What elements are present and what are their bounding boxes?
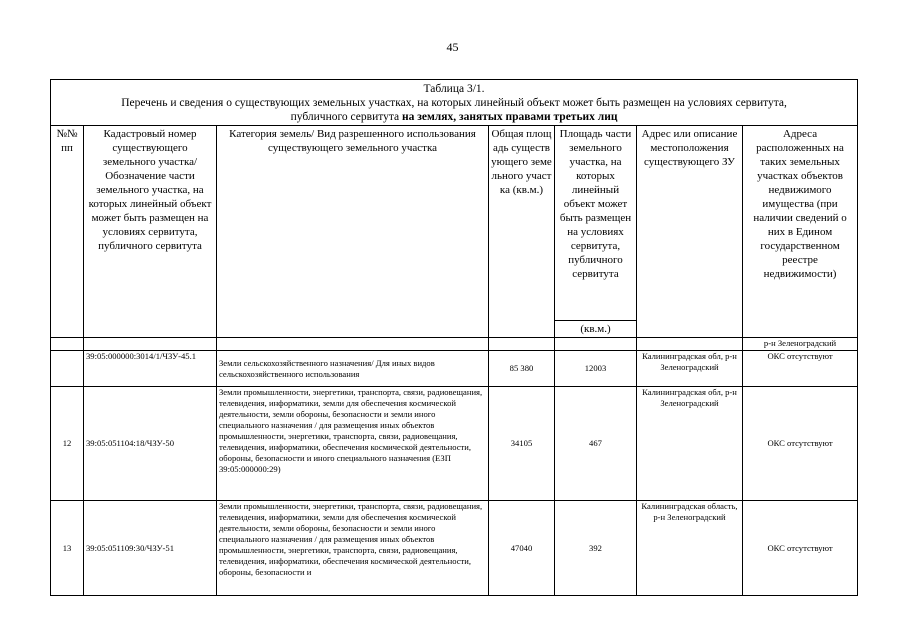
carry-over-row bbox=[51, 338, 858, 351]
carry-over-empty bbox=[217, 338, 489, 351]
row-category bbox=[217, 501, 489, 596]
caption-row bbox=[51, 80, 858, 126]
row-part-area: 392 bbox=[555, 501, 637, 596]
header-part-area-unit: (кв.м.) bbox=[555, 321, 637, 338]
row-num bbox=[51, 351, 84, 387]
header-category: Категория земель/ Вид разрешенного использования существующего земельного участка bbox=[217, 126, 489, 338]
header-num: №№ пп bbox=[51, 126, 84, 338]
row-part-area: 12003 bbox=[555, 351, 637, 387]
row-objects: ОКС отсутствуют bbox=[743, 351, 858, 387]
carry-over-empty bbox=[555, 338, 637, 351]
row-category: Земли промышленности, энергетики, транспорта, связи, радиовещания, телевидения, информатики, земли для обеспечения космической деятельности, земли обороны, безопасности и земли иного специального назначения / для размещения иных объектов промышленности, энергетики, транспорта, связи, радиовещания, телевидения, информатики, обеспечения космической деятельности, обороны, безопасности и иного специального назначения (ЕЗП 39:05:000000:29) bbox=[217, 387, 489, 501]
row-category: Земли сельскохозяйственного назначения/ Для иных видов сельскохозяйственного использования bbox=[217, 351, 489, 387]
carry-over-empty bbox=[637, 338, 743, 351]
row-num: 12 bbox=[51, 387, 84, 501]
header-row bbox=[51, 126, 858, 321]
row-num: 13 bbox=[51, 501, 84, 596]
row-total-area: 47040 bbox=[489, 501, 555, 596]
carry-over-objects: р-н Зеленоградский bbox=[743, 338, 858, 351]
carry-over-empty bbox=[489, 338, 555, 351]
table-row bbox=[51, 501, 858, 596]
row-category-text: Земли промышленности, энергетики, транспорта, связи, радиовещания, телевидения, информатики, земли для обеспечения космической деятельности, земли обороны, безопасности и земли иного специального назначения / для размещения иных объектов промышленности, энергетики, транспорта, связи, радиовещания, телевидения, информатики, обеспечения космической деятельности, обороны, безопасности и bbox=[219, 501, 483, 577]
caption-line-3-plain: публичного сервитута bbox=[290, 111, 402, 123]
row-address: Калининградская обл, р-н Зеленоградский bbox=[637, 387, 743, 501]
table-caption bbox=[51, 80, 858, 126]
carry-over-empty bbox=[51, 338, 84, 351]
caption-line-1: Таблица 3/1. bbox=[423, 83, 485, 95]
caption-line-2: Перечень и сведения о существующих земельных участках, на которых линейный объект может быть размещен на условиях сервитута, bbox=[121, 97, 787, 109]
row-cadastral: 39:05:051104:18/ЧЗУ-50 bbox=[84, 387, 217, 501]
row-address: Калининградская обл, р-н Зеленоградский bbox=[637, 351, 743, 387]
row-part-area: 467 bbox=[555, 387, 637, 501]
header-cadastral: Кадастровый номер существующего земельного участка/ Обозначение части земельного участка, на которых линейный объект может быть размещен на условиях сервитута, публичного сервитута bbox=[84, 126, 217, 338]
row-address: Калининградская область, р-н Зеленоградский bbox=[637, 501, 743, 596]
page-number: 45 bbox=[446, 40, 459, 54]
row-total-area: 34105 bbox=[489, 387, 555, 501]
table-row bbox=[51, 387, 858, 501]
row-objects: ОКС отсутствуют bbox=[743, 501, 858, 596]
row-cadastral: 39:05:051109:30/ЧЗУ-51 bbox=[84, 501, 217, 596]
row-objects: ОКС отсутствуют bbox=[743, 387, 858, 501]
row-cadastral: 39:05:000000:3014/1/ЧЗУ-45.1 bbox=[84, 351, 217, 387]
header-objects: Адреса расположенных на таких земельных участках объектов недвижимого имущества (при наличии сведений о них в Едином государственном реестре недвижимости) bbox=[743, 126, 858, 338]
row-total-area: 85 380 bbox=[489, 351, 555, 387]
header-part-area: Площадь части земельного участка, на которых линейный объект может быть размещен на условиях сервитута, публичного сервитута bbox=[555, 126, 637, 321]
table-row bbox=[51, 351, 858, 387]
carry-over-empty bbox=[84, 338, 217, 351]
parcels-table bbox=[50, 79, 858, 596]
header-total-area: Общая площадь существующего земельного участка (кв.м.) bbox=[489, 126, 555, 338]
caption-line-3-bold: на землях, занятых правами третьих лиц bbox=[402, 111, 618, 123]
caption-line-3 bbox=[55, 110, 853, 124]
header-address: Адрес или описание местоположения существующего ЗУ bbox=[637, 126, 743, 338]
